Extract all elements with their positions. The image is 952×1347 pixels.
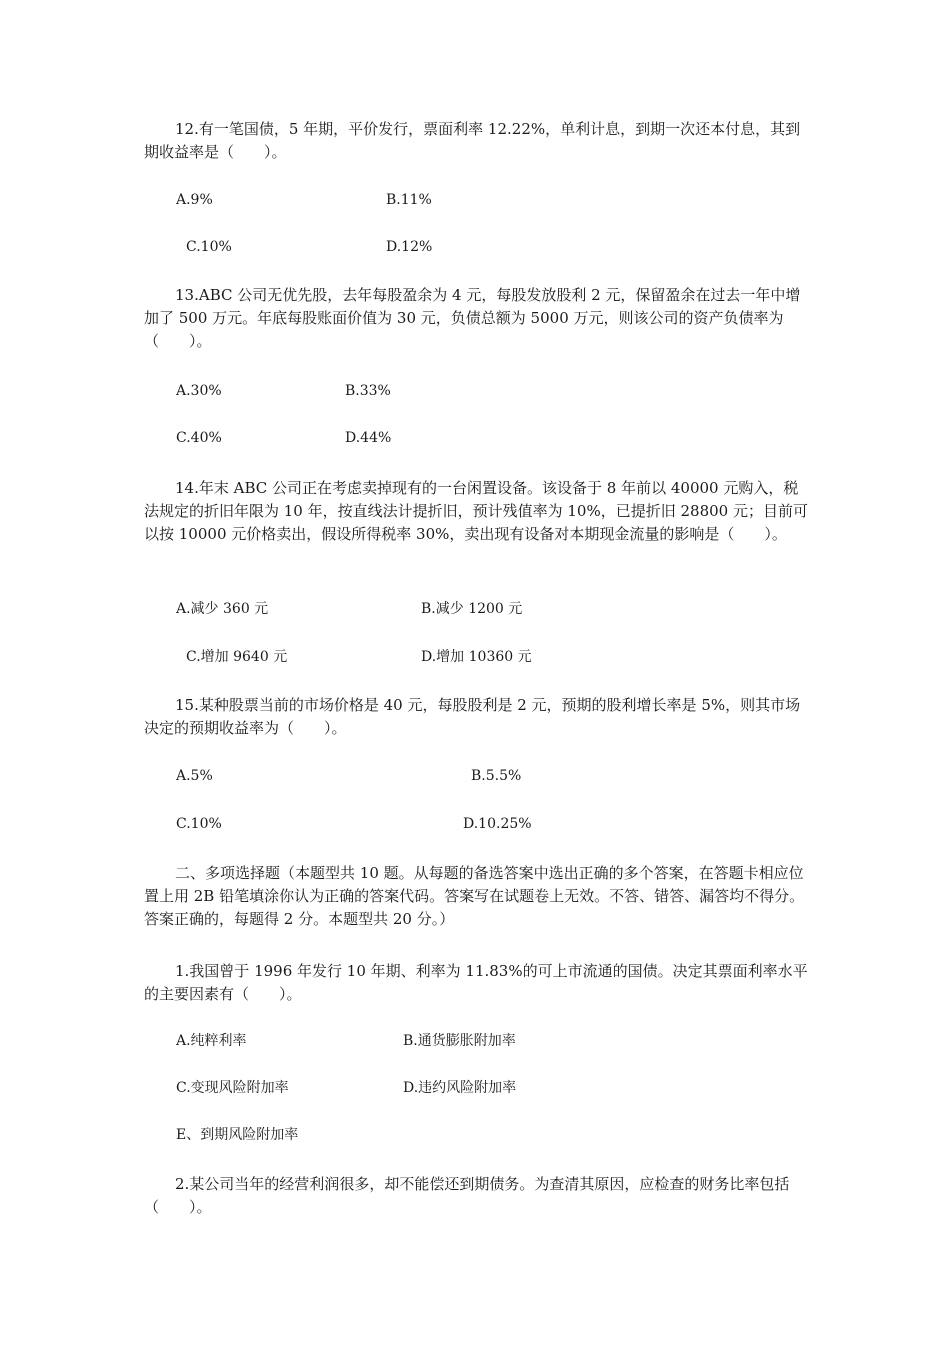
- question-13-option-b: B.33%: [345, 383, 391, 399]
- multi-question-1-option-b: B.通货膨胀附加率: [403, 1033, 516, 1049]
- multi-question-1-option-d: D.违约风险附加率: [403, 1080, 517, 1096]
- question-15-text: 15.某种股票当前的市场价格是 40 元，每股股利是 2 元，预期的股利增长率是 5%，则其市场决定的预期收益率为（ ）。: [144, 696, 801, 737]
- section-2-heading: 二、多项选择题（本题型共 10 题。从每题的备选答案中选出正确的多个答案，在答题卡相应位置上用 2B 铅笔填涂你认为正确的答案代码。答案写在试题卷上无效。不答、错答、漏答均不得分。答案正确的，每题得 2 分。本题型共 20 分。）: [144, 864, 805, 928]
- question-14-option-b: B.减少 1200 元: [421, 601, 523, 617]
- question-12-option-d: D.12%: [386, 239, 433, 255]
- multi-question-1-option-c: C.变现风险附加率: [176, 1080, 289, 1096]
- question-14-text: 14.年末 ABC 公司正在考虑卖掉现有的一台闲置设备。该设备于 8 年前以 40000 元购入，税法规定的折旧年限为 10 年，按直线法计提折旧，预计残值率为 10%，已提折旧 28800 元；目前可以按 10000 元价格卖出，假设所得税率 30%，卖出现有设备对本期现金流量的影响是（ ）。: [144, 479, 808, 543]
- question-15-option-a: A.5%: [176, 768, 213, 784]
- multi-question-1-option-e: E、到期风险附加率: [176, 1127, 299, 1143]
- question-14-option-a: A.减少 360 元: [176, 601, 269, 617]
- question-14-option-c: C.增加 9640 元: [186, 649, 288, 665]
- multi-question-1-option-a: A.纯粹利率: [176, 1033, 247, 1049]
- question-15-option-b: B.5.5%: [471, 768, 522, 784]
- question-14-option-d: D.增加 10360 元: [421, 649, 532, 665]
- question-13-option-d: D.44%: [345, 430, 392, 446]
- question-12-option-a: A.9%: [176, 192, 213, 208]
- multi-question-2-text: 2.某公司当年的经营利润很多，却不能偿还到期债务。为查清其原因，应检查的财务比率包括（ ）。: [144, 1175, 790, 1216]
- question-15-option-c: C.10%: [176, 816, 222, 832]
- question-15-option-d: D.10.25%: [463, 816, 532, 832]
- question-12-option-b: B.11%: [386, 192, 432, 208]
- question-13-option-a: A.30%: [176, 383, 222, 399]
- multi-question-1-text: 1.我国曾于 1996 年发行 10 年期、利率为 11.83%的可上市流通的国债。决定其票面利率水平的主要因素有（ ）。: [144, 962, 808, 1003]
- question-12-option-c: C.10%: [186, 239, 232, 255]
- question-13-text: 13.ABC 公司无优先股，去年每股盈余为 4 元，每股发放股利 2 元，保留盈余在过去一年中增加了 500 万元。年底每股账面价值为 30 元，负债总额为 5000 万元，则该公司的资产负债率为（ ）。: [144, 286, 801, 350]
- question-13-option-c: C.40%: [176, 430, 222, 446]
- question-12-text: 12.有一笔国债，5 年期，平价发行，票面利率 12.22%，单利计息，到期一次还本付息，其到期收益率是（ ）。: [144, 120, 801, 161]
